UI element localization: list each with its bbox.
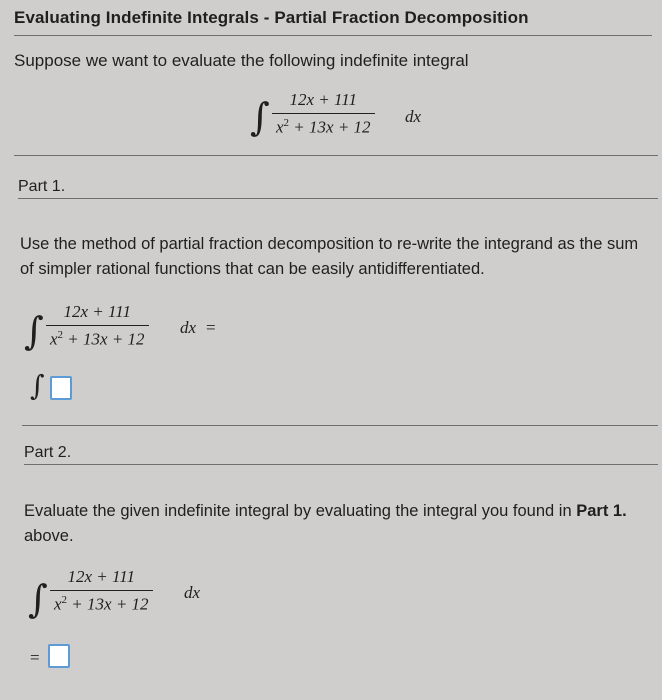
part1-equals-sign: = (206, 318, 216, 337)
part2-numerator-text: 12x + 111 (67, 567, 136, 586)
denominator-rest: + 13x + 12 (289, 117, 371, 137)
part1-numerator-text: 12x + 111 (63, 302, 132, 321)
part2-denominator (50, 591, 153, 615)
part1-numerator (46, 302, 149, 325)
part2-differential-dx: dx (184, 583, 201, 602)
part1-end-divider (22, 425, 658, 426)
integrand-numerator (272, 90, 375, 113)
part1-label: Part 1. (18, 178, 66, 195)
part2-instruction-part-ref: Part 1. (576, 502, 627, 520)
intro-text: Suppose we want to evaluate the following indefinite integral (14, 51, 469, 70)
part2-answer-input[interactable] (48, 644, 70, 668)
part2-instruction (24, 499, 654, 549)
part1-integral-sign: ∫ (24, 309, 44, 353)
integral-sign: ∫ (250, 95, 270, 139)
integrand-fraction (272, 90, 375, 138)
part1-denominator (46, 326, 149, 350)
part2-numerator (50, 567, 153, 590)
part2-label: Part 2. (24, 444, 72, 461)
part1-answer-integral-sign: ∫ (30, 369, 45, 402)
part2-integral-sign: ∫ (28, 577, 48, 621)
part1-denominator-exponent: 2 (57, 329, 64, 341)
differential-dx: dx (405, 107, 422, 126)
part1-divider (18, 198, 658, 199)
part2-divider (24, 464, 658, 465)
denominator-exponent: 2 (283, 117, 290, 129)
part2-integrand-fraction (50, 567, 153, 615)
part1-differential-dx: dx (180, 318, 197, 337)
part1-answer-input[interactable] (50, 376, 72, 400)
numerator-text: 12x + 111 (289, 90, 358, 109)
part1-instruction: Use the method of partial fraction decomposition to re-write the integrand as the sum of simpler rational functions that can be easily antidifferentiated. (20, 235, 639, 278)
part2-instruction-end: above. (24, 527, 74, 545)
part1-denominator-rest: + 13x + 12 (63, 329, 145, 349)
denominator-base: x (276, 117, 284, 137)
part2-equals-sign: = (30, 648, 40, 667)
integrand-denominator (272, 114, 375, 138)
part1-denominator-base: x (50, 329, 58, 349)
title-divider (14, 35, 652, 36)
part2-denominator-base: x (54, 594, 62, 614)
page-title: Evaluating Indefinite Integrals - Partial Fraction Decomposition (14, 8, 529, 27)
part2-denominator-rest: + 13x + 12 (67, 594, 149, 614)
part2-denominator-exponent: 2 (61, 594, 68, 606)
part1-integrand-fraction (46, 302, 149, 350)
part2-instruction-text: Evaluate the given indefinite integral by evaluating the integral you found in (24, 502, 577, 520)
intro-divider (14, 155, 658, 156)
